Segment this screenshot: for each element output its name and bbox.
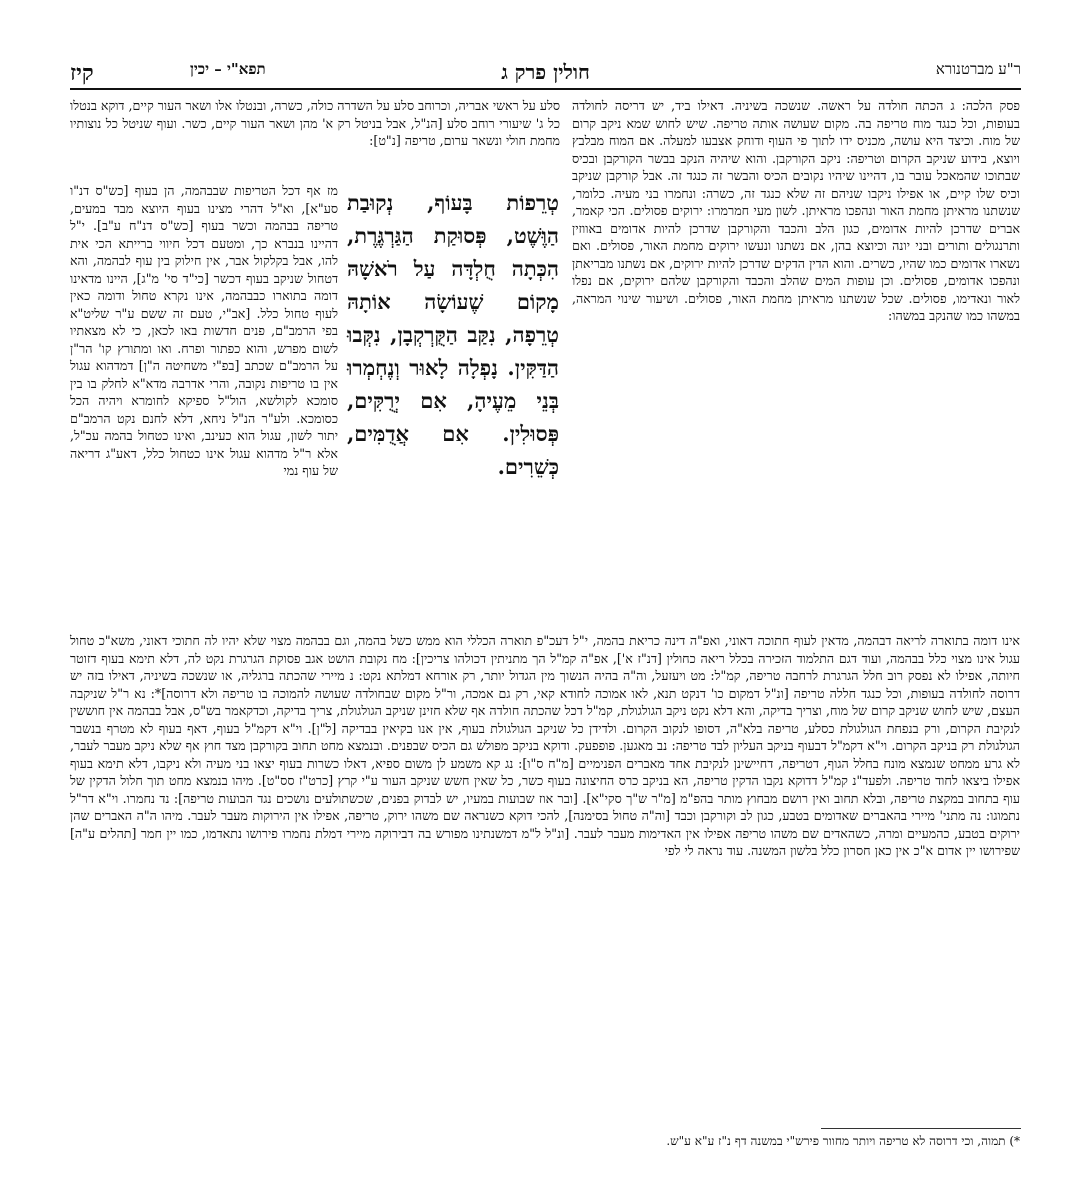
commentary-title: ר"ע מברטנורא bbox=[935, 60, 1021, 78]
yachin-column-text: מז אף דכל הטריפות שבבהמה, הן בעוף [כש"ס דנ"ו סע"א], וא"ל דהרי מצינו בעוף היוצא מבד במעים, טריפה בבהמה וכשר בעוף [כש"ס דנ"ח ע"ב]. י"ל דהיינו בנברא כך, ומטעם דכל חיווי ברייתא הכי אית להו, אבל בקלקול אבר, אין חילוק בין עוף לבהמה, והא דטחול שניקב בעוף דכשר [כי"ד סי' מ"ג], היינו מדאינו דומה בתוארו כבבהמה, אינו נקרא טחול ודומה כאין לעוף טחול כלל. [אב"י, טעם זה ששם ע"ר שליט"א בפי הרמב"ם, פנים חדשות באו לכאן, כי לא מצאתיו לשום מפרש, והוא כפתור ופרח. ואו ומתורץ קו' הר"ן על הרמב"ם שכתב [בפ"י משחיטה ה"ן] דמדהוא עגול אין בו טריפות נקובה, והרי אדרבה מדא"א לחלק בו בין סומכא לקולשא, הול"ל ספיקא לחומרא ויהיה הכל כסומכא. ולע"ר הנ"ל ניחא, דלא לחנם נקט הרמב"ם יתור לשון, עגול הוא כעינב, ואינו כטחול בהמה עכ"ל, אלא ר"ל מדהוא עגול אינו כטחול כלל, דאע"ג דריאה של עוף נמי bbox=[70, 183, 338, 478]
yachin-commentary-column bbox=[70, 182, 338, 480]
page-number: קיז bbox=[70, 60, 94, 86]
yachin-commentary-top bbox=[70, 97, 560, 150]
mishna-text: טְרֵפוֹת בָּעוֹף, נְקוּבַת הַוֶּשֶׁט, פְּסוּקַת הַגַּרְגֶּרֶת, הִכְּתָה חֻלְדָּה עַל רֹאשָׁהּ מָקוֹם שֶׁעוֹשָׂה אוֹתָהּ טְרֵפָה, נִקַּב הַקֻּרְקְבָן, נִקְּבוּ הַדַּקִּין. נָפְלָה לָאוּר וְנֶחְמְרוּ בְּנֵי מֵעֶיהָ, אִם יְרֻקִּים, פְּסוּלִין. אִם אֲדֻמִּים, כְּשֵׁרִים. bbox=[347, 190, 559, 479]
mishna-text-block bbox=[347, 186, 559, 483]
yachin-top-text: סלע על ראשי אבריה, וכרוחב סלע על השדרה כולה, כשרה, ובנטלו אלו ושאר העור קיים, דוקא בנטלו כל ג' שיעורי רוחב סלע [הנ"ל, אבל בניטל רק א' מהן ושאר העור קיים, כשר. ועוף שניטל כל נוצותיו מחמת חולי ונשאר ערום, טריפה [נ"ט]: bbox=[70, 98, 560, 148]
footnote-text: *) תמוה, וכי דרוסה לא טריפה ויותר מחוור פירש"י במשנה דף נ"ז ע"א ע"ש. bbox=[666, 1134, 1020, 1148]
bartenura-text: פסק הלכה: ג הכתה חולדה על ראשה. שנשכה בשיניה. דאילו ביד, יש דריסה לחולדה בעופות, וכל כנגד מוח טריפה בה. מקום שעושה אותה טריפה. שיש לחוש שמא ניקב קרום של מוח. וכיצד היא עושה, מכניס ידו לתוך פי העוף ודוחק אצבעו למעלה. אם המוח מבלבץ ויוצא, בידוע שניקב הקרום וטריפה: ניקב הקורקבן. והוא שיהיה הנקב בבשר הקורקבן ובכיס שבתוכו שהמאכל עובר בו, דהיינו שיהיו נקובים הכיס והבשר זה כנגד זה. אבל קורקבן שניקב וכיס שלו קיים, או אפילו ניקבו שניהם זה שלא כנגד זה, כשרה: ונחמרו בני מעיה. כלומר, שנשתנו מראיתן מחמת האור ונהפכו מראיתן. לשון מעי חמרמרו: ירוקים פסולים. הכי קאמר, אברים שדרכן להיות אדומים, כגון הלב והכבד והקורקבן שדרכן להיות אדומים באווזין ותרנגולים ותורים ובני יונה וכיוצא בהן, אם נשתנו ונעשו ירוקים מחמת האור, פסולים. ואם נשארו אדומים כמו שהיו, כשרים. והוא הדין הדקים שדרכן להיות ירוקים, אם נשתנו מבריאתן ונהפכו אדומים, פסולים. וכן עופות המים שהלב והכבד והקורקבן שלהם ירוקים, אם נפלו לאור ונאדימו, פסולים. שכל שנשתנו מראיתן מחמת האור, פסולים. ושיעור שינוי המראה, במשהו כמו שהנקב במשהו: bbox=[572, 98, 1020, 323]
yachin-commentary-bottom bbox=[70, 632, 1020, 860]
commentary-subtitle: תפא"י – יכין bbox=[190, 60, 266, 78]
page-header bbox=[70, 60, 1021, 90]
bartenura-commentary bbox=[572, 97, 1020, 325]
tractate-title: חולין פרק ג bbox=[501, 60, 590, 84]
footnote-divider bbox=[821, 1128, 1021, 1129]
footnote bbox=[70, 1133, 1020, 1149]
yachin-bottom-text: אינו דומה בתוארה לריאה דבהמה, מדאין לעוף חתוכה דאוני, ואפ"ה דינה כריאת בהמה, י"ל דעכ"פ תוארה הכללי הוא ממש כשל בהמה, וגם בבהמה מצוי שלא יהיו לה חתוכי דאוני, משא"כ טחול עגול אינו מצוי כלל בבהמה, ועוד דגם התלמוד הזכירה בכלל ריאה כחולין [דנ"ז א'], אפ"ה קמ"ל הך מתניתין דכולהו צריכין]: מח נקובת הושט אגב פסוקת הגרגרת נקט לה, דלא תימא בעוף דזוטר חיותה, אפילו לא נפסק רוב חלל הגרגרת לרחבה טריפה, קמ"ל: מט ויעזעל, וה"ה בהיה הנשוך מין הגדול יותר, רק אורחא דמלתא נקט: נ מיירי שהכתה ברגליה, או שנשכה בשיניה, דאילו בזה יש דרוסה לחולדה בעופות, וכל כנגד חללה טריפה [ונ"ל דמקום כו' דנקט תנא, לאו אמוכה לחודא קאי, רק גם אמכה, ור"ל מקום שבחולדה שעושה להמוכה בו טריפה ולא דרוסה]*: נא ר"ל שניקבה העצם, שיש לחוש שניקב קרום של מוח, וצריך בדיקה, והא דלא נקט ניקב הגולגולת, קמ"ל דכל שהכתה חולדה אף שלא חזינן שניקב הגולגולת, צריך בדיקה, וכדקאמר בש"ס, אבל בבהמה אין חוששין לנקיבת הקרום, ורק בנפחת הגולגולת כסלע, טריפה בלא"ה, דסופו לנקוב הקרום. ולדידן כל שניקב הגולגולת בעוף, אין אנו בקיאין בבדיקה [ל"ן]. וי"א דקמ"ל בעוף, דאף בעוף לא מטרף בנשבר הגולגולת רק בניקב הקרום. וי"א דקמ"ל דבעוף בניקב העליון לבד טריפה: נב מאגען. פופפעק. ודוקא בניקב מפולש גם הכיס שבפנים. ובנמצא מחט תחוב בקורקבן מצד חוץ אף שלא ניקב מעבר לעבר, לא גרע ממחט שנמצא מונח בחלל הגוף, דטריפה, דחיישינן לנקיבת אחד מאברים הפנימיים [מ"ח ס"ו]: נג קא משמע לן משום ספיא, דאלו כשרות בעוף יצאו בני מעיה ולא ניקבו, דלא תימא בעוף אפילו ביצאו לחוד טריפה. ולפעד"נ קמ"ל דדוקא נקבו הדקין טריפה, הא בניקב כרס החיצונה בעוף כשר, כל שאין חשש שניקב העור ע"י קרץ [כרט"ז סס"ט]. מיהו בנמצא מחט תוך חלול הדקין של עוף בתחוב במקצת טריפה, ובלא תחוב ואין רושם מבחוץ מותר בהפ"מ [מ"ר ש"ך סקי"א]. [ובר אוז שבועות במעיו, יש לבדוק בפנים, שכשתולעים נושכים נגד הבועות טריפה]: נד נחמרו. וי"א דר"ל נתמוגו: נה מתני' מיירי בהאברים שאדומים בטבע, כגון לב וקורקבן וכבד [וה"ה טחול בסימנה], להכי דוקא כשנראה שם משהו ירוק, טריפה, אפילו אין הירוקות מעבר לעבר. מיהו ה"ה האברים שהן ירוקים בטבע, כהמעיים ומרה, כשהאדים שם משהו טריפה אפילו אין האדימות מעבר לעבר. [ונ"ל ל"מ דמשנתינו מפורש בה דבירוקה מיירי דמלת נחמרו פירושו נתאדמו, כמו יין חמר [תהלים ע"ה] שפירושו יין אדום א"כ אין כאן חסרון כלל בלשון המשנה. עוד נראה לי לפי bbox=[70, 633, 1020, 858]
